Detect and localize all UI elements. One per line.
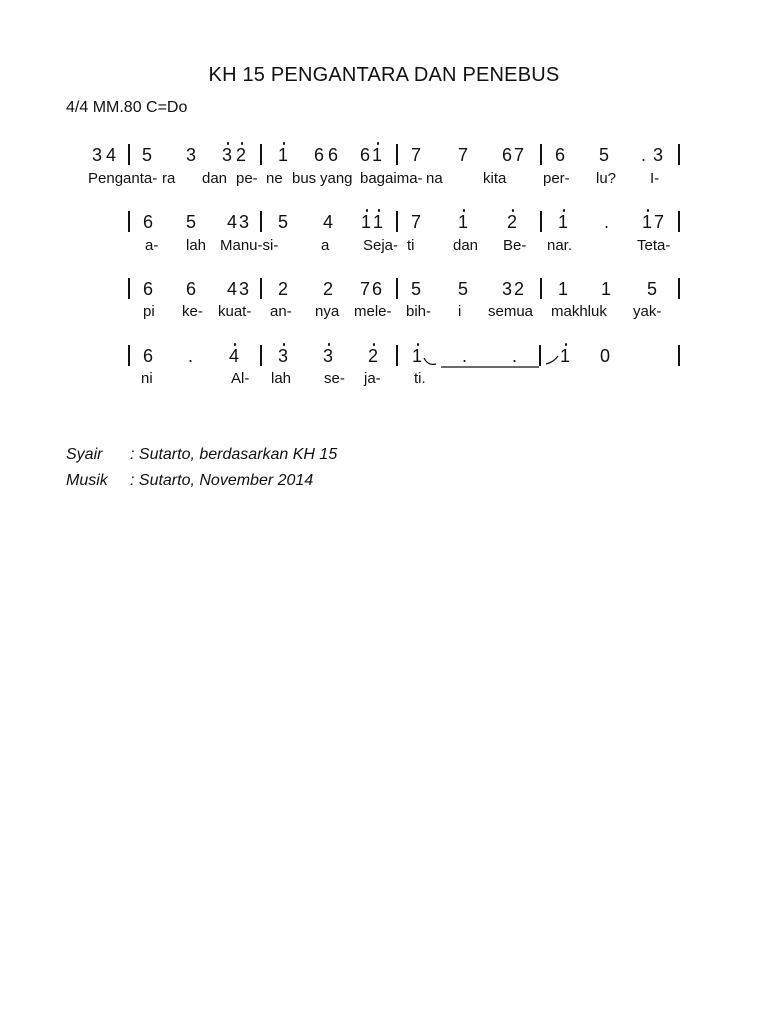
note: 2 (514, 279, 525, 299)
note: 5 (599, 145, 610, 165)
note: 7 (654, 212, 665, 232)
lyric-syllable: lah (271, 370, 292, 387)
lyric-syllable: pi (143, 303, 155, 320)
note: 1 (372, 145, 383, 165)
note: 3 (92, 145, 103, 165)
note: 5 (142, 145, 153, 165)
lyric-syllable: semua (488, 303, 534, 320)
note: 6 (314, 145, 325, 165)
note: . (604, 212, 610, 232)
note: 6 (360, 145, 371, 165)
lyric-syllable: Teta- (637, 237, 671, 254)
note: 7 (458, 145, 469, 165)
note: 5 (647, 279, 658, 299)
note: 6 (372, 279, 383, 299)
tempo-key-info: 4/4 MM.80 C=Do (66, 99, 188, 116)
note: 3 (239, 212, 250, 232)
note: . (641, 145, 647, 165)
note: 6 (143, 346, 154, 366)
credit-lyrics (66, 446, 338, 464)
note: 6 (143, 279, 154, 299)
note: 4 (227, 212, 238, 232)
lyric-syllable: lu? (596, 170, 617, 187)
lyric-syllable: ti. (414, 370, 426, 387)
note: 1 (458, 212, 469, 232)
lyric-syllable: bus (292, 170, 317, 187)
note: . (462, 346, 468, 366)
credit-music-label: Musik (66, 472, 108, 489)
note: 3 (222, 145, 233, 165)
note: 6 (555, 145, 566, 165)
note: 5 (278, 212, 289, 232)
tie-end (546, 356, 558, 364)
note: 2 (278, 279, 289, 299)
lyric-syllable: se- (324, 370, 345, 387)
note: 5 (186, 212, 197, 232)
lyric-syllable: i (458, 303, 462, 320)
lyric-syllable: ke- (182, 303, 203, 320)
note: 7 (360, 279, 371, 299)
lyric-syllable: pe- (236, 170, 258, 187)
lyric-syllable: a (321, 237, 330, 254)
note: 3 (653, 145, 664, 165)
note: 1 (278, 145, 289, 165)
lyric-syllable: mele- (354, 303, 392, 320)
note: 1 (373, 212, 384, 232)
lyric-syllable: per- (543, 170, 570, 187)
note: 2 (507, 212, 518, 232)
lyric-syllable: ti (407, 237, 415, 254)
note: . (512, 346, 518, 366)
note: 1 (412, 346, 423, 366)
note: 6 (328, 145, 339, 165)
lyric-syllable: dan (202, 170, 228, 187)
lyric-syllable: Manu-si- (220, 237, 279, 254)
note: 3 (278, 346, 289, 366)
note: 1 (558, 212, 569, 232)
note: 1 (361, 212, 372, 232)
note: 4 (106, 145, 117, 165)
note: 4 (323, 212, 334, 232)
tie-start (424, 358, 436, 364)
lyric-syllable: yang (320, 170, 353, 187)
note: 1 (558, 279, 569, 299)
lyric-syllable: kita (483, 170, 507, 187)
credit-music (66, 472, 314, 490)
lyric-syllable: dan (453, 237, 479, 254)
note: 6 (502, 145, 513, 165)
lyric-syllable: lah (186, 237, 207, 254)
lyric-syllable: an- (270, 303, 292, 320)
note: 3 (502, 279, 513, 299)
lyric-syllable: bih- (406, 303, 432, 320)
lyric-syllable: ja- (364, 370, 381, 387)
lyric-syllable: ne (266, 170, 283, 187)
note: 7 (514, 145, 525, 165)
note: 4 (229, 346, 240, 366)
note: 4 (227, 279, 238, 299)
credit-music-value: : Sutarto, November 2014 (130, 472, 314, 489)
lyric-syllable: Be- (503, 237, 527, 254)
lyric-syllable: na (426, 170, 443, 187)
credit-lyrics-label: Syair (66, 446, 103, 463)
note: 7 (411, 145, 422, 165)
lyric-syllable: Seja- (363, 237, 399, 254)
lyric-syllable: I- (650, 170, 660, 187)
song-title: KH 15 PENGANTARA DAN PENEBUS (208, 64, 560, 86)
note: 3 (323, 346, 334, 366)
note: 0 (600, 346, 611, 366)
note: 1 (642, 212, 653, 232)
note: 7 (411, 212, 422, 232)
note: 2 (368, 346, 379, 366)
credit-lyrics-value: : Sutarto, berdasarkan KH 15 (130, 446, 338, 463)
lyric-syllable: kuat- (218, 303, 252, 320)
lyric-syllable: nya (315, 303, 340, 320)
note: 3 (239, 279, 250, 299)
note: 5 (411, 279, 422, 299)
note: 2 (236, 145, 247, 165)
note: 2 (323, 279, 334, 299)
note: . (188, 346, 194, 366)
lyric-syllable: a- (145, 237, 159, 254)
lyric-syllable: ra (162, 170, 176, 187)
lyric-syllable: nar. (547, 237, 573, 254)
lyric-syllable: ni (141, 370, 153, 387)
lyric-syllable: makhluk (551, 303, 607, 320)
lyric-syllable: Penganta- (88, 170, 158, 187)
note: 6 (143, 212, 154, 232)
note: 6 (186, 279, 197, 299)
note: 1 (601, 279, 612, 299)
note: 3 (186, 145, 197, 165)
lyric-syllable: yak- (633, 303, 662, 320)
lyric-syllable: bagaima- (360, 170, 423, 187)
note: 5 (458, 279, 469, 299)
note: 1 (560, 346, 571, 366)
lyric-syllable: Al- (231, 370, 250, 387)
